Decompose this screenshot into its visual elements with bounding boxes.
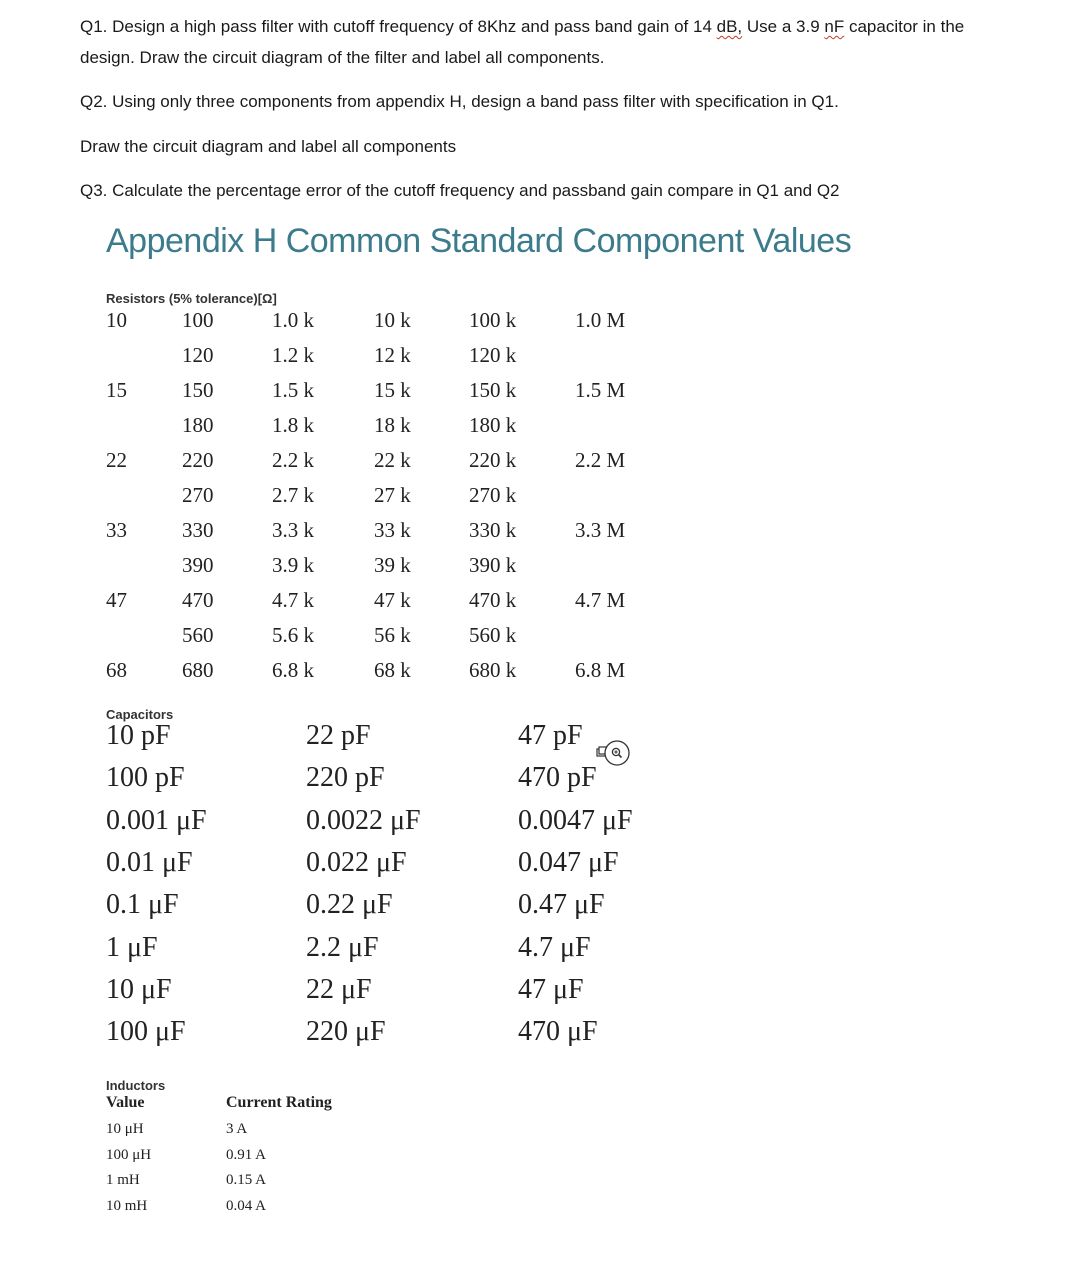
image-overlay-controls[interactable]	[596, 738, 630, 768]
resistor-value: 180	[182, 413, 214, 437]
inductors-label: Inductors	[106, 1078, 166, 1093]
capacitor-value: 100 μF	[106, 1016, 186, 1047]
question-1-line-1: Q1. Design a high pass filter with cutoff frequency of 8Khz and pass band gain of 14 dB, Use a 3.9 nF capacitor in the	[80, 17, 965, 36]
inductor-current-rating: 0.91 A	[226, 1147, 267, 1163]
spelling-flag-db: dB,	[716, 17, 743, 36]
resistor-value: 120	[182, 343, 214, 367]
capacitor-value: 0.1 μF	[106, 889, 179, 920]
inductor-current-rating: 0.15 A	[226, 1172, 267, 1188]
resistor-value: 2.2 M	[575, 448, 626, 472]
capacitor-value: 0.22 μF	[306, 889, 393, 920]
resistor-value: 2.2 k	[272, 448, 314, 472]
capacitor-value: 4.7 μF	[518, 932, 591, 963]
resistor-value: 68	[106, 658, 127, 682]
resistor-value: 1.2 k	[272, 343, 314, 367]
resistor-value: 330 k	[469, 518, 517, 542]
resistor-value: 220 k	[469, 448, 517, 472]
spelling-flag-nf: nF	[824, 17, 845, 36]
resistor-value: 27 k	[374, 483, 411, 507]
resistor-value: 39 k	[374, 553, 411, 577]
inductor-value: 100 μH	[106, 1147, 152, 1163]
capacitor-value: 10 pF	[106, 720, 171, 751]
resistor-value: 10 k	[374, 308, 411, 332]
capacitor-value: 0.0022 μF	[306, 805, 421, 836]
inductor-value-header: Value	[106, 1094, 145, 1111]
resistor-value: 33	[106, 518, 127, 542]
question-2-line-2: Draw the circuit diagram and label all components	[80, 137, 457, 156]
question-3: Q3. Calculate the percentage error of the cutoff frequency and passband gain compare in Q1 and Q2	[80, 181, 840, 200]
resistor-value: 470	[182, 588, 214, 612]
capacitor-value: 47 pF	[518, 720, 583, 751]
resistor-value: 330	[182, 518, 214, 542]
capacitors-label: Capacitors	[106, 707, 174, 722]
resistor-value: 6.8 M	[575, 658, 626, 682]
resistor-value: 150	[182, 378, 214, 402]
resistor-value: 220	[182, 448, 214, 472]
resistor-value: 1.8 k	[272, 413, 314, 437]
resistor-value: 3.3 M	[575, 518, 626, 542]
capacitor-value: 100 pF	[106, 762, 185, 793]
inductor-rating-header: Current Rating	[226, 1094, 332, 1111]
inductor-value: 10 μH	[106, 1121, 144, 1137]
capacitor-value: 22 pF	[306, 720, 371, 751]
resistor-value: 12 k	[374, 343, 411, 367]
inductor-current-rating: 0.04 A	[226, 1198, 267, 1214]
zoom-in-icon[interactable]	[605, 741, 629, 765]
resistor-value: 270	[182, 483, 214, 507]
resistor-value: 47	[106, 588, 127, 612]
capacitor-value: 2.2 μF	[306, 932, 379, 963]
resistor-value: 3.9 k	[272, 553, 314, 577]
resistor-value: 4.7 k	[272, 588, 314, 612]
resistor-value: 5.6 k	[272, 623, 314, 647]
capacitor-value: 220 pF	[306, 762, 385, 793]
resistor-value: 100	[182, 308, 214, 332]
resistor-value: 56 k	[374, 623, 411, 647]
resistor-value: 180 k	[469, 413, 517, 437]
capacitor-value: 0.01 μF	[106, 847, 193, 878]
capacitor-value: 0.047 μF	[518, 847, 619, 878]
resistor-value: 560	[182, 623, 214, 647]
resistor-value: 22	[106, 448, 127, 472]
resistor-value: 1.0 k	[272, 308, 314, 332]
question-1-line-2: design. Draw the circuit diagram of the filter and label all components.	[80, 48, 605, 67]
resistor-value: 47 k	[374, 588, 411, 612]
resistor-value: 15	[106, 378, 127, 402]
resistor-value: 680	[182, 658, 214, 682]
resistor-value: 3.3 k	[272, 518, 314, 542]
resistor-value: 1.5 M	[575, 378, 626, 402]
resistor-value: 1.5 k	[272, 378, 314, 402]
capacitor-value: 220 μF	[306, 1016, 386, 1047]
resistor-value: 18 k	[374, 413, 411, 437]
resistor-value: 15 k	[374, 378, 411, 402]
resistor-value: 22 k	[374, 448, 411, 472]
capacitor-value: 47 μF	[518, 974, 584, 1005]
resistor-value: 10	[106, 308, 127, 332]
resistor-value: 2.7 k	[272, 483, 314, 507]
inductor-value: 1 mH	[106, 1172, 140, 1188]
resistor-value: 270 k	[469, 483, 517, 507]
resistor-value: 1.0 M	[575, 308, 626, 332]
capacitor-value: 0.47 μF	[518, 889, 605, 920]
capacitor-value: 470 pF	[518, 762, 597, 793]
resistor-value: 100 k	[469, 308, 517, 332]
capacitor-value: 1 μF	[106, 932, 158, 963]
inductor-current-rating: 3 A	[226, 1121, 248, 1137]
resistor-value: 120 k	[469, 343, 517, 367]
capacitor-value: 0.022 μF	[306, 847, 407, 878]
resistors-label: Resistors (5% tolerance)[Ω]	[106, 291, 277, 306]
resistor-value: 560 k	[469, 623, 517, 647]
inductor-value: 10 mH	[106, 1198, 148, 1214]
appendix-title: Appendix H Common Standard Component Values	[106, 222, 852, 260]
capacitor-value: 10 μF	[106, 974, 172, 1005]
capacitor-value: 22 μF	[306, 974, 372, 1005]
resistor-value: 33 k	[374, 518, 411, 542]
resistor-value: 68 k	[374, 658, 411, 682]
resistor-value: 150 k	[469, 378, 517, 402]
resistor-value: 4.7 M	[575, 588, 626, 612]
resistor-value: 6.8 k	[272, 658, 314, 682]
resistor-value: 680 k	[469, 658, 517, 682]
capacitor-value: 470 μF	[518, 1016, 598, 1047]
resistor-value: 390	[182, 553, 214, 577]
resistor-value: 470 k	[469, 588, 517, 612]
capacitor-value: 0.0047 μF	[518, 805, 633, 836]
question-2-line-1: Q2. Using only three components from appendix H, design a band pass filter with specification in Q1.	[80, 92, 839, 111]
capacitor-value: 0.001 μF	[106, 805, 207, 836]
resistor-value: 390 k	[469, 553, 517, 577]
